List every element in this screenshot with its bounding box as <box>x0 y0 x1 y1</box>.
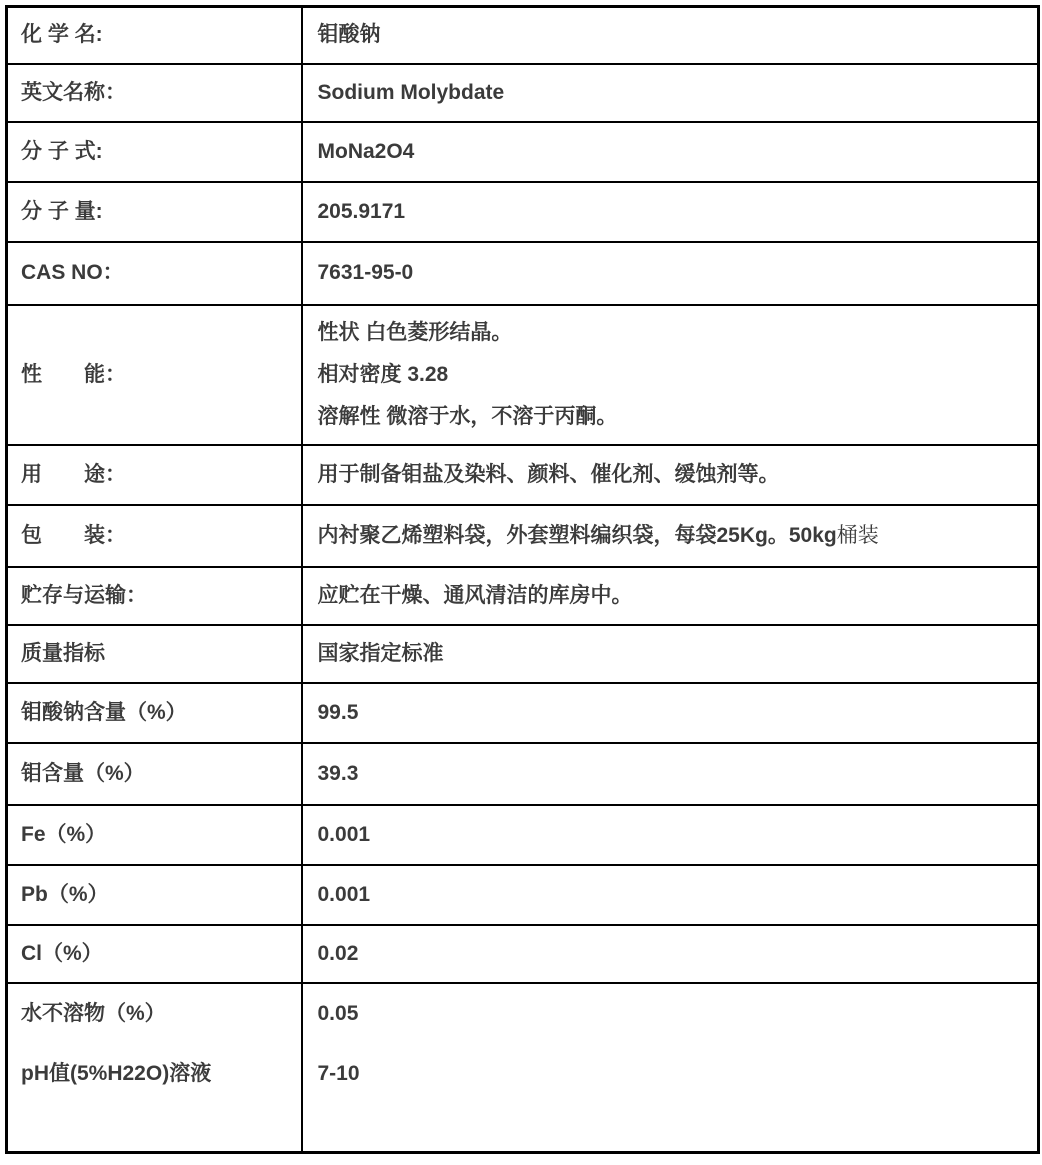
value-quality-index: 国家指定标准 <box>302 625 1039 683</box>
value-storage-transport: 应贮在干燥、通风清洁的库房中。 <box>302 567 1039 625</box>
value-cas-no: 7631-95-0 <box>302 242 1039 305</box>
label-water-insoluble: 水不溶物（%） <box>21 1001 166 1025</box>
property-line-appearance: 性状 白色菱形结晶。 <box>317 320 513 344</box>
label-quality-index: 质量指标 <box>7 625 302 683</box>
label-properties: 性 能： <box>7 305 302 445</box>
property-line-density: 相对密度 3.28 <box>317 362 449 386</box>
value-pb-content: 0.001 <box>302 865 1039 925</box>
label-uses: 用 途： <box>7 445 302 505</box>
value-molecular-formula: MoNa2O4 <box>302 122 1039 182</box>
table-row <box>7 64 1039 122</box>
value-chemical-name: 钼酸钠 <box>302 7 1039 64</box>
label-storage-transport: 贮存与运输： <box>7 567 302 625</box>
table-row <box>7 567 1039 625</box>
label-packing: 包 装： <box>7 505 302 567</box>
product-spec-table <box>5 5 1040 1154</box>
value-molybdenum-content: 39.3 <box>302 743 1039 805</box>
value-water-insoluble: 0.05 <box>317 1001 359 1025</box>
table-row <box>7 7 1039 64</box>
table-row <box>7 683 1039 743</box>
label-english-name: 英文名称： <box>7 64 302 122</box>
value-english-name: Sodium Molybdate <box>302 64 1039 122</box>
table-row <box>7 182 1039 242</box>
value-properties <box>302 305 1039 445</box>
label-ph-value: pH值(5%H22O)溶液 <box>21 1061 212 1085</box>
table-row <box>7 505 1039 567</box>
label-cl-content: Cl（%） <box>7 925 302 983</box>
table-row <box>7 242 1039 305</box>
value-cl-content: 0.02 <box>302 925 1039 983</box>
page <box>0 5 1042 1165</box>
label-molecular-weight: 分 子 量: <box>7 182 302 242</box>
label-chemical-name: 化 学 名: <box>7 7 302 64</box>
label-cas-no: CAS NO： <box>7 242 302 305</box>
property-line-solubility: 溶解性 微溶于水，不溶于丙酮。 <box>317 404 618 428</box>
label-sodium-molybdate-content: 钼酸钠含量（%） <box>7 683 302 743</box>
table-row <box>7 805 1039 865</box>
label-molybdenum-content: 钼含量（%） <box>7 743 302 805</box>
value-uses: 用于制备钼盐及染料、颜料、催化剂、缓蚀剂等。 <box>302 445 1039 505</box>
value-molecular-weight: 205.9171 <box>302 182 1039 242</box>
value-fe-content: 0.001 <box>302 805 1039 865</box>
value-packing <box>302 505 1039 567</box>
table-row <box>7 983 1039 1153</box>
table-row <box>7 445 1039 505</box>
packing-text-regular: 桶装 <box>836 523 879 547</box>
packing-text-bold: 内衬聚乙烯塑料袋，外套塑料编织袋，每袋25Kg。50kg <box>317 523 837 547</box>
value-sodium-molybdate-content: 99.5 <box>302 683 1039 743</box>
table-row <box>7 925 1039 983</box>
label-pb-content: Pb（%） <box>7 865 302 925</box>
table-row <box>7 625 1039 683</box>
value-insoluble-and-ph <box>302 983 1039 1153</box>
table-row <box>7 865 1039 925</box>
value-ph-value: 7-10 <box>317 1061 360 1085</box>
label-insoluble-and-ph <box>7 983 302 1153</box>
table-row <box>7 305 1039 445</box>
label-molecular-formula: 分 子 式: <box>7 122 302 182</box>
table-row <box>7 743 1039 805</box>
table-row <box>7 122 1039 182</box>
label-fe-content: Fe（%） <box>7 805 302 865</box>
